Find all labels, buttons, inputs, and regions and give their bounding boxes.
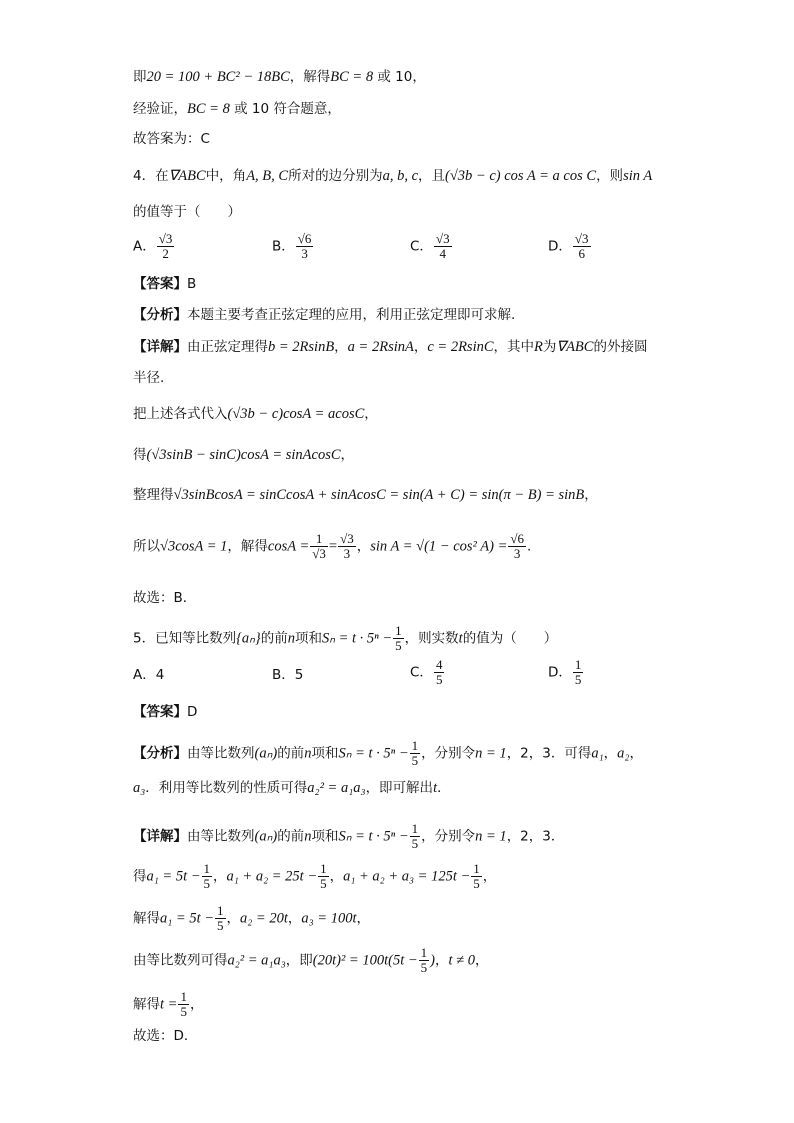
text: 由等比数列 [187,828,255,845]
text: ， [603,745,618,762]
text: ．利用等比数列的性质可得 [145,780,308,796]
equation: b = 2RsinB [268,339,335,355]
fraction [410,739,421,768]
fraction [419,946,430,975]
equation: a₂² = a₁a₃ [307,780,366,796]
q4-option-c [410,232,453,261]
fraction [157,232,175,261]
numerator: 4 [435,657,443,672]
text: ， [474,952,489,969]
equation: a₂ = 20t [240,910,288,927]
q5-step-3 [133,946,488,975]
numerator: √3 [435,231,450,246]
equation: a₂ [617,745,630,762]
q4-detail: 【详解】由正弦定理得b = 2RsinB，a = 2RsinA，c = 2RsinC，其中R为∇ABC的外接圆 [133,339,648,355]
text: 或 10， [377,69,426,85]
numerator: √3 [340,531,354,546]
denominator: 5 [395,638,402,653]
denominator: 5 [180,1004,187,1019]
text: ， [629,745,643,762]
text: 得 [133,447,147,463]
text: ，解得 [289,69,331,85]
q4-stem [133,167,652,185]
equation: A, B, C [246,168,289,184]
equation: (√3sinB − sinC)cosA = sinAcosC [146,447,341,463]
option-text: B．5 [272,667,304,683]
q4-step-3 [133,486,598,504]
fraction [410,822,421,851]
fraction [434,232,452,261]
option-text: A．4 [133,667,165,683]
numerator: √6 [297,231,312,246]
q5-analysis [133,739,643,768]
text: 所以 [133,538,160,555]
text: 故选：B． [133,590,197,606]
text: ， [213,868,227,885]
q5-step-1 [133,862,496,891]
equation: sin A [623,168,653,184]
equation: n = 1 [475,745,507,762]
equation: Sₙ = t · 5ⁿ − [338,828,409,845]
text: ， [482,868,497,885]
denominator: 3 [301,246,308,261]
equation: √3cosA = 1 [160,538,228,555]
equation: {aₙ} [236,630,261,647]
text: 解得 [133,910,160,927]
text: ，分别令 [421,828,476,845]
numerator: √3 [158,231,173,246]
option-label: D． [548,664,572,681]
denominator: 3 [343,546,351,561]
q5-option-d [548,658,584,687]
equation: ∇ABC [556,339,594,355]
q5-answer [133,703,197,721]
numerator: √3 [574,231,589,246]
q5-step-4 [133,990,203,1019]
equation: n = 1 [475,828,507,845]
equation: a₂² = a₁a₃ [227,952,286,969]
text: ，解得 [227,538,268,555]
denominator: 2 [162,246,169,261]
q5-analysis-cont [133,779,451,797]
q4-step-4 [133,532,531,561]
option-label: C． [410,664,433,681]
fraction [318,862,329,891]
q5-step-2 [133,904,370,933]
q5-option-b [272,666,303,684]
equation: (aₙ) [254,745,278,762]
fraction [296,232,314,261]
text: ，即 [285,952,313,969]
equation: √3sinBcosA = sinCcosA + sinAcosC = sin(A + C) = sin(π − B) = sinB [173,487,585,503]
equation: a₁ + a₂ = 25t − [226,868,318,885]
q4-option-a [133,232,175,261]
text: ，且 [418,168,446,184]
equation: 20 = 100 + BC² − 18BC [146,69,290,85]
fraction [393,624,404,653]
q4-detail-cont [133,369,164,387]
text: 中，角 [205,168,247,184]
text: 项和 [294,630,322,647]
text: 为 [542,339,557,355]
denominator: 6 [578,246,585,261]
text: ， [356,910,370,927]
text: 的外接圆 [593,339,648,355]
text: 故选：D． [133,1028,198,1044]
equation: a₁ + a₂ + a₃ = 125t − [343,868,471,885]
equation: a, b, c [382,168,419,184]
equation: c = 2RsinC [427,339,494,355]
fraction [508,532,526,561]
q4-answer [133,275,196,293]
equation: t = [160,996,178,1013]
equation: cosA = [267,538,310,555]
text: ，2，3．可得 [506,745,592,762]
option-label: C． [410,238,433,255]
fraction [573,658,584,687]
equation: ∇ABC [168,168,206,184]
text: ， [364,406,378,422]
text: ， [226,910,241,927]
fraction [310,532,328,561]
text: 半径. [133,370,165,386]
q4-option-b [272,232,314,261]
denominator: 5 [574,672,582,687]
equation: a₃ [133,780,146,796]
text: ， [189,996,204,1013]
answer-text: 故答案为：C [133,131,210,147]
text: ， [356,538,371,555]
analysis-tag: 【分析】 [133,307,187,323]
text: 项和 [311,745,339,762]
text: 得 [133,868,147,885]
answer-tag: 【答案】 [133,704,187,720]
equation: t [458,630,463,647]
text: ， [584,487,598,503]
text: 或 10 符合题意， [234,101,341,117]
numerator: 1 [411,821,419,836]
q4-conclusion [133,589,196,607]
solution-line-1 [133,68,426,86]
text: 4．在 [133,168,169,184]
text: ，分别令 [421,745,476,762]
q4-step-1 [133,405,378,423]
text: ， [434,952,449,969]
equation: t ≠ 0 [448,952,475,969]
numerator: 1 [395,623,402,638]
equation: BC = 8 [330,69,374,85]
fraction [338,532,356,561]
q5-stem [133,624,557,653]
option-label: A． [133,238,156,255]
equation: a₃ = 100t [301,910,357,927]
option-label: D． [548,238,572,255]
q5-option-c [410,658,445,687]
q5-conclusion [133,1027,197,1045]
text: 整理得 [133,487,174,503]
equation: sin A = √(1 − cos² A) = [370,538,508,555]
equation: a₁ = 5t − [160,910,215,927]
q4-stem-cont [133,203,241,221]
equation: n [304,745,312,762]
text: 项和 [311,828,339,845]
denominator: 5 [411,753,419,768]
equation: (√3b − c) cos A = a cos C [445,168,597,184]
equation: Sₙ = t · 5ⁿ − [321,630,393,647]
denominator: 5 [203,876,211,891]
fraction [434,658,445,687]
q5-option-a [133,666,164,684]
numerator: √6 [510,531,524,546]
equation: R [534,339,543,355]
answer-value: D [187,704,198,720]
equation: Sₙ = t · 5ⁿ − [338,745,409,762]
equals-sign: = [328,538,338,555]
equation: t [433,780,438,796]
equation: BC = 8 [187,101,230,117]
text: ， [340,447,355,463]
fraction [471,862,482,891]
equation: a = 2RsinA [347,339,414,355]
text: 由等比数列 [187,745,255,762]
text: 5．已知等比数列 [133,630,237,647]
text: ，2，3． [506,828,565,845]
fraction [202,862,213,891]
detail-tag: 【详解】 [133,339,187,355]
text: 的前 [277,745,305,762]
fraction [178,990,189,1019]
denominator: 5 [217,918,224,933]
denominator: 5 [420,960,428,975]
equation: n [287,630,295,647]
solution-line-2 [133,100,341,118]
answer-value: B [187,276,197,292]
denominator: 4 [439,246,446,261]
text: 的前 [260,630,288,647]
equation: a₁ [591,745,604,762]
equation: (√3b − c)cosA = acosC [227,406,365,422]
solution-line-3 [133,130,210,148]
text: 解得 [133,996,160,1013]
denominator: √3 [312,546,326,561]
denominator: 5 [411,836,419,851]
text: ． [437,780,451,796]
denominator: 5 [435,672,443,687]
analysis-tag: 【分析】 [133,745,187,762]
equation: (20t)² = 100t(5t − [312,952,418,969]
option-label: B． [272,238,295,255]
numerator: 1 [420,945,428,960]
q4-step-2 [133,446,354,464]
fraction [573,232,591,261]
fraction [215,904,226,933]
numerator: 1 [574,657,582,672]
numerator: 1 [473,861,480,876]
detail-tag: 【详解】 [133,828,187,845]
denominator: 3 [513,546,521,561]
text: 所对的边分别为 [288,168,383,184]
text: ，则 [596,168,624,184]
text: 经验证， [133,101,187,117]
text: 把上述各式代入 [133,406,228,422]
numerator: 1 [320,861,327,876]
numerator: 1 [217,903,224,918]
text: ，其中 [493,339,535,355]
text: ， [287,910,302,927]
text: ，即可解出 [365,780,434,796]
equation: n [304,828,312,845]
text: 即 [133,69,147,85]
text: 由等比数列可得 [133,952,228,969]
q5-detail [133,822,564,851]
numerator: 1 [411,738,419,753]
equation: ) [430,952,435,969]
text: 的值等于（ ） [133,204,241,220]
text: ，则实数 [404,630,459,647]
text: 的值为（ ） [462,630,558,647]
text: 由正弦定理得 [187,339,268,355]
denominator: 5 [473,876,480,891]
text: 的前 [277,828,305,845]
equation: (aₙ) [254,828,278,845]
equation: a₁ = 5t − [146,868,201,885]
text: 本题主要考查正弦定理的应用，利用正弦定理即可求解. [187,307,516,323]
numerator: 1 [203,861,211,876]
numerator: 1 [310,532,328,547]
denominator: 5 [320,876,327,891]
text: ， [329,868,344,885]
text: . [527,538,532,555]
q4-analysis [133,306,515,324]
answer-tag: 【答案】 [133,276,187,292]
numerator: 1 [180,989,187,1004]
q4-option-d [548,232,592,261]
